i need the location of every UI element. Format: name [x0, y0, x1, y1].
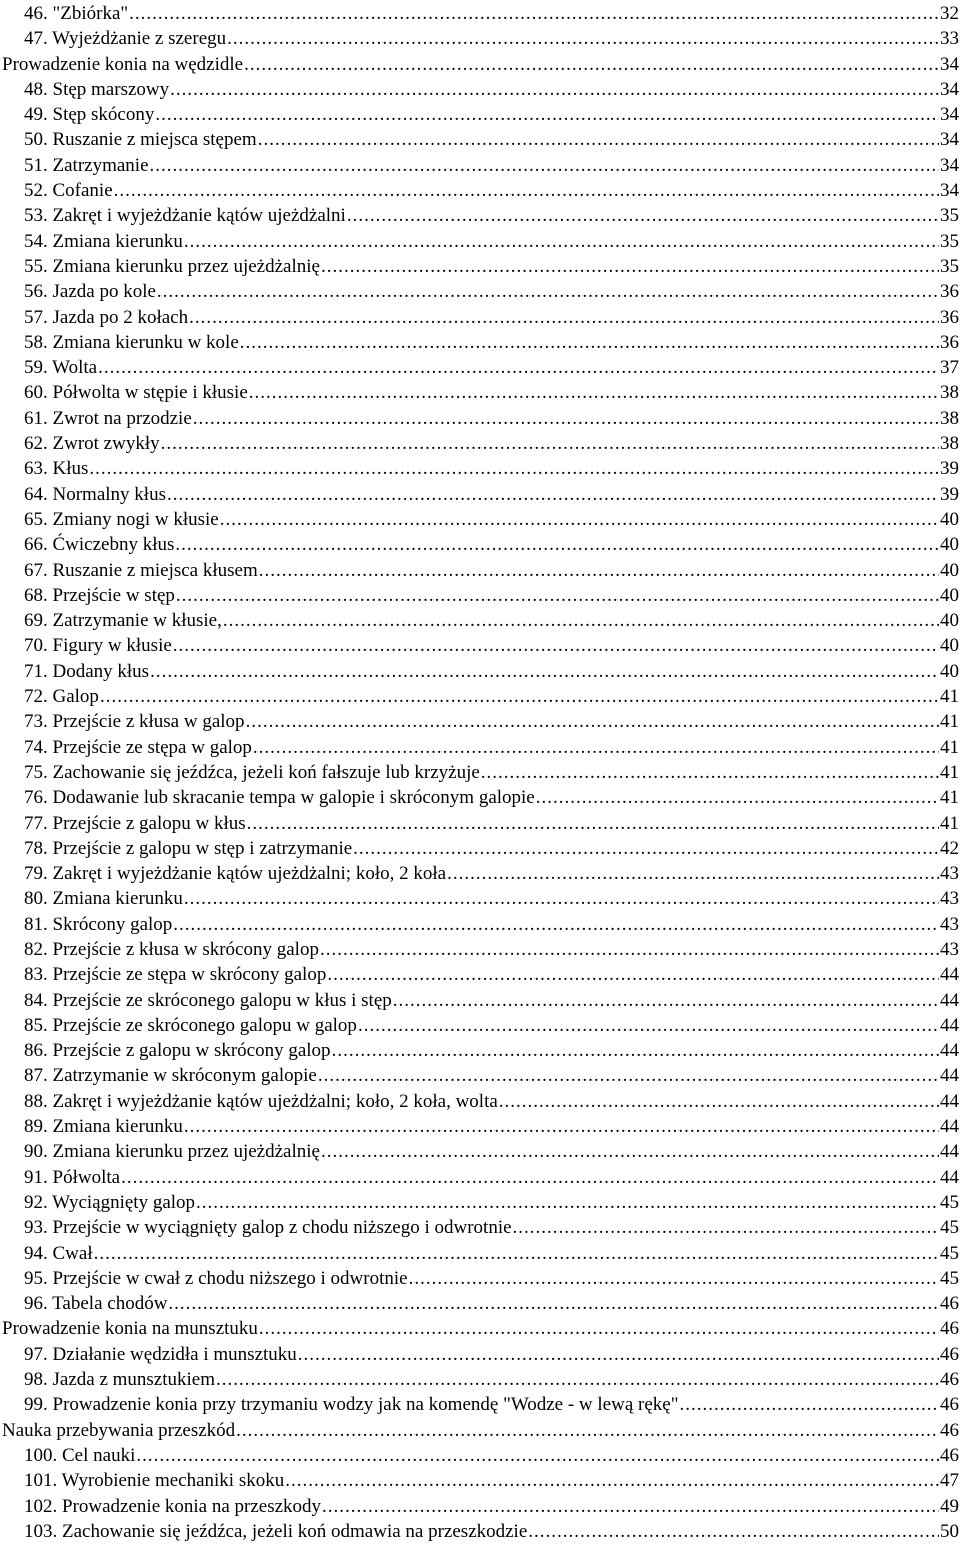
toc-entry-title: 89. Zmiana kierunku	[24, 1116, 183, 1138]
toc-entry[interactable]	[0, 1519, 960, 1544]
dot-leader	[259, 1316, 939, 1341]
toc-entry-title: 103. Zachowanie się jeźdźca, jeżeli koń odmawia na przeszkodzie	[24, 1520, 528, 1542]
toc-entry-title: 77. Przejście z galopu w kłus	[24, 812, 246, 834]
toc-entry[interactable]	[0, 1468, 960, 1493]
toc-entry-page-number: 41	[940, 812, 959, 834]
toc-entry-title: 96. Tabela chodów	[24, 1293, 168, 1315]
toc-entry-title: 58. Zmiana kierunku w kole	[24, 331, 239, 353]
toc-entry-page-number: 44	[940, 1166, 959, 1188]
toc-entry-title: Nauka przebywania przeszkód	[2, 1419, 236, 1441]
dot-leader	[253, 735, 939, 760]
dot-leader	[322, 1494, 939, 1519]
toc-entry-title: 91. Półwolta	[24, 1166, 121, 1188]
toc-entry-title: 100. Cel nauki	[24, 1444, 136, 1466]
toc-entry-page-number: 44	[940, 1014, 959, 1036]
toc-entry-page-number: 35	[940, 205, 959, 227]
toc-entry[interactable]	[0, 1367, 960, 1392]
dot-leader	[244, 52, 939, 77]
toc-entry-title: 101. Wyrobienie mechaniki skoku	[24, 1470, 285, 1492]
toc-entry[interactable]	[0, 583, 960, 608]
dot-leader	[150, 659, 939, 684]
toc-entry-title: 48. Stęp marszowy	[24, 78, 170, 100]
dot-leader	[320, 937, 939, 962]
toc-entry[interactable]	[0, 380, 960, 405]
toc-entry-title: 80. Zmiana kierunku	[24, 888, 183, 910]
dot-leader	[246, 709, 939, 734]
dot-leader	[161, 431, 939, 456]
toc-entry-page-number: 46	[940, 1293, 959, 1315]
toc-entry-page-number: 39	[940, 483, 959, 505]
toc-entry-title: 97. Działanie wędzidła i munsztuku	[24, 1343, 297, 1365]
dot-leader	[175, 532, 939, 557]
toc-entry[interactable]	[0, 456, 960, 481]
toc-entry[interactable]	[0, 153, 960, 178]
toc-entry-title: 85. Przejście ze skróconego galopu w galop	[24, 1014, 357, 1036]
toc-entry-title: 81. Skrócony galop	[24, 913, 173, 935]
toc-entry-page-number: 35	[940, 230, 959, 252]
toc-entry[interactable]	[0, 229, 960, 254]
toc-entry-title: 47. Wyjeżdżanie z szeregu	[24, 28, 227, 50]
dot-leader	[121, 1165, 939, 1190]
toc-entry-title: 64. Normalny kłus	[24, 483, 166, 505]
toc-entry-title: 79. Zakręt i wyjeżdżanie kątów ujeżdżalni; koło, 2 koła	[24, 863, 447, 885]
toc-entry-title: 66. Ćwiczebny kłus	[24, 534, 175, 556]
toc-entry[interactable]	[0, 811, 960, 836]
toc-entry-title: 65. Zmiany nogi w kłusie	[24, 508, 219, 530]
dot-leader	[513, 1215, 939, 1240]
toc-entry[interactable]	[0, 633, 960, 658]
toc-entry-title: 62. Zwrot zwykły	[24, 433, 160, 455]
toc-entry-page-number: 33	[940, 28, 959, 50]
toc-entry-title: 92. Wyciągnięty galop	[24, 1191, 196, 1213]
toc-entry-title: 63. Kłus	[24, 458, 89, 480]
toc-entry[interactable]	[0, 305, 960, 330]
toc-entry-title: 78. Przejście z galopu w stęp i zatrzymanie	[24, 837, 353, 859]
toc-entry-page-number: 40	[940, 610, 959, 632]
toc-entry-page-number: 42	[940, 837, 959, 859]
toc-entry-page-number: 44	[940, 1065, 959, 1087]
toc-entry-title: 73. Przejście z kłusa w galop	[24, 711, 245, 733]
toc-entry[interactable]	[0, 1215, 960, 1240]
toc-entry-page-number: 44	[940, 964, 959, 986]
toc-entry[interactable]	[0, 127, 960, 152]
toc-entry[interactable]	[0, 1190, 960, 1215]
toc-entry-page-number: 34	[940, 78, 959, 100]
dot-leader	[173, 633, 939, 658]
toc-entry[interactable]	[0, 709, 960, 734]
dot-leader	[409, 1266, 939, 1291]
toc-entry[interactable]	[0, 608, 960, 633]
toc-entry-page-number: 45	[940, 1267, 959, 1289]
toc-entry[interactable]	[0, 507, 960, 532]
dot-leader	[318, 1063, 939, 1088]
toc-entry[interactable]	[0, 26, 960, 51]
toc-section-entry[interactable]	[0, 52, 960, 77]
dot-leader	[100, 684, 939, 709]
toc-entry-page-number: 49	[940, 1495, 959, 1517]
dot-leader	[184, 886, 939, 911]
toc-entry-page-number: 47	[940, 1470, 959, 1492]
toc-entry-page-number: 34	[940, 53, 959, 75]
dot-leader	[129, 1, 939, 26]
toc-entry[interactable]	[0, 735, 960, 760]
toc-entry-title: 55. Zmiana kierunku przez ujeżdżalnię	[24, 255, 320, 277]
toc-entry[interactable]	[0, 1494, 960, 1519]
toc-entry-page-number: 41	[940, 761, 959, 783]
toc-entry-page-number: 34	[940, 129, 959, 151]
toc-entry-title: 98. Jazda z munsztukiem	[24, 1369, 216, 1391]
dot-leader	[321, 254, 939, 279]
dot-leader	[236, 1418, 939, 1443]
toc-entry[interactable]	[0, 1342, 960, 1367]
toc-entry[interactable]	[0, 406, 960, 431]
toc-entry-title: 88. Zakręt i wyjeżdżanie kątów ujeżdżalni; koło, 2 koła, wolta	[24, 1090, 498, 1112]
toc-entry-page-number: 46	[940, 1444, 959, 1466]
toc-entry-title: 61. Zwrot na przodzie	[24, 407, 192, 429]
toc-entry[interactable]	[0, 558, 960, 583]
toc-entry[interactable]	[0, 1063, 960, 1088]
toc-entry[interactable]	[0, 279, 960, 304]
dot-leader	[223, 608, 939, 633]
toc-entry-title: 95. Przejście w cwał z chodu niższego i odwrotnie	[24, 1267, 408, 1289]
dot-leader	[358, 1013, 939, 1038]
toc-entry-title: Prowadzenie konia na wędzidle	[2, 53, 244, 75]
toc-entry-title: 50. Ruszanie z miejsca stępem	[24, 129, 257, 151]
dot-leader	[170, 77, 939, 102]
toc-entry-title: 72. Galop	[24, 686, 99, 708]
toc-entry[interactable]	[0, 760, 960, 785]
dot-leader	[168, 1291, 939, 1316]
dot-leader	[193, 406, 939, 431]
dot-leader	[189, 305, 939, 330]
toc-entry-page-number: 36	[940, 306, 959, 328]
toc-entry[interactable]	[0, 1114, 960, 1139]
toc-entry-page-number: 44	[940, 1040, 959, 1062]
dot-leader	[259, 558, 939, 583]
toc-entry-page-number: 34	[940, 180, 959, 202]
dot-leader	[89, 456, 939, 481]
toc-entry-page-number: 43	[940, 938, 959, 960]
dot-leader	[114, 178, 939, 203]
toc-entry-page-number: 35	[940, 255, 959, 277]
toc-entry-page-number: 45	[940, 1191, 959, 1213]
toc-entry-title: 67. Ruszanie z miejsca kłusem	[24, 559, 258, 581]
toc-entry-page-number: 34	[940, 104, 959, 126]
toc-entry-page-number: 45	[940, 1217, 959, 1239]
dot-leader	[321, 1139, 939, 1164]
dot-leader	[347, 203, 939, 228]
toc-entry[interactable]	[0, 1392, 960, 1417]
toc-entry[interactable]	[0, 937, 960, 962]
toc-entry[interactable]	[0, 1139, 960, 1164]
toc-entry[interactable]	[0, 1038, 960, 1063]
toc-section-entry[interactable]	[0, 1418, 960, 1443]
toc-entry-page-number: 50	[940, 1520, 959, 1542]
toc-entry[interactable]	[0, 1, 960, 26]
toc-entry-page-number: 38	[940, 433, 959, 455]
toc-entry[interactable]	[0, 532, 960, 557]
toc-entry-title: 51. Zatrzymanie	[24, 154, 149, 176]
toc-entry[interactable]	[0, 988, 960, 1013]
toc-entry[interactable]	[0, 1266, 960, 1291]
dot-leader	[196, 1190, 939, 1215]
dot-leader	[327, 962, 939, 987]
toc-entry-page-number: 46	[940, 1343, 959, 1365]
toc-entry-title: 90. Zmiana kierunku przez ujeżdżalnię	[24, 1141, 320, 1163]
dot-leader	[94, 1241, 939, 1266]
toc-entry[interactable]	[0, 1165, 960, 1190]
toc-entry-title: 46. "Zbiórka"	[24, 3, 129, 24]
dot-leader	[155, 102, 939, 127]
toc-entry-page-number: 38	[940, 382, 959, 404]
toc-entry[interactable]	[0, 77, 960, 102]
toc-entry-page-number: 40	[940, 635, 959, 657]
dot-leader	[528, 1519, 939, 1544]
toc-entry-page-number: 46	[940, 1394, 959, 1416]
toc-entry[interactable]	[0, 886, 960, 911]
toc-entry[interactable]	[0, 1089, 960, 1114]
toc-entry[interactable]	[0, 684, 960, 709]
toc-entry[interactable]	[0, 1013, 960, 1038]
toc-entry-page-number: 38	[940, 407, 959, 429]
toc-entry-title: 49. Stęp skócony	[24, 104, 155, 126]
toc-entry-title: 74. Przejście ze stępa w galop	[24, 736, 252, 758]
toc-entry-title: 75. Zachowanie się jeźdźca, jeżeli koń fałszuje lub krzyżuje	[24, 761, 480, 783]
toc-entry[interactable]	[0, 102, 960, 127]
dot-leader	[184, 229, 939, 254]
dot-leader	[536, 785, 939, 810]
dot-leader	[353, 836, 939, 861]
toc-entry[interactable]	[0, 254, 960, 279]
toc-entry-title: 71. Dodany kłus	[24, 660, 150, 682]
toc-entry-page-number: 41	[940, 711, 959, 733]
toc-entry[interactable]	[0, 355, 960, 380]
toc-entry-page-number: 43	[940, 863, 959, 885]
toc-entry-page-number: 40	[940, 508, 959, 530]
dot-leader	[216, 1367, 939, 1392]
toc-entry-page-number: 40	[940, 559, 959, 581]
dot-leader	[247, 811, 939, 836]
toc-entry[interactable]	[0, 861, 960, 886]
toc-entry[interactable]	[0, 482, 960, 507]
toc-entry-page-number: 41	[940, 686, 959, 708]
dot-leader	[98, 355, 939, 380]
toc-entry-page-number: 34	[940, 154, 959, 176]
toc-entry-page-number: 43	[940, 913, 959, 935]
dot-leader	[167, 482, 939, 507]
dot-leader	[285, 1468, 939, 1493]
toc-entry[interactable]	[0, 203, 960, 228]
toc-entry-page-number: 39	[940, 458, 959, 480]
toc-entry-page-number: 46	[940, 1369, 959, 1391]
toc-entry[interactable]	[0, 1241, 960, 1266]
dot-leader	[220, 507, 939, 532]
toc-entry-title: 59. Wolta	[24, 357, 98, 379]
toc-entry[interactable]	[0, 836, 960, 861]
toc-entry-title: 86. Przejście z galopu w skrócony galop	[24, 1040, 331, 1062]
toc-entry[interactable]	[0, 962, 960, 987]
toc-entry-page-number: 36	[940, 331, 959, 353]
toc-entry-title: 69. Zatrzymanie w kłusie,	[24, 610, 222, 632]
toc-entry-title: 68. Przejście w stęp	[24, 584, 175, 606]
toc-entry-page-number: 32	[940, 3, 959, 24]
toc-entry-title: 76. Dodawanie lub skracanie tempa w galopie i skróconym galopie	[24, 787, 535, 809]
dot-leader	[393, 988, 939, 1013]
toc-entry-title: 54. Zmiana kierunku	[24, 230, 183, 252]
toc-entry-title: 84. Przejście ze skróconego galopu w kłus i stęp	[24, 989, 392, 1011]
toc-entry[interactable]	[0, 178, 960, 203]
toc-entry-title: 99. Prowadzenie konia przy trzymaniu wodzy jak na komendę "Wodze - w lewą rękę"	[24, 1394, 679, 1416]
toc-entry-title: 83. Przejście ze stępa w skrócony galop	[24, 964, 327, 986]
dot-leader	[176, 583, 939, 608]
dot-leader	[157, 279, 939, 304]
toc-entry[interactable]	[0, 785, 960, 810]
toc-entry-title: 94. Cwał	[24, 1242, 93, 1264]
dot-leader	[150, 153, 939, 178]
toc-entry-page-number: 41	[940, 787, 959, 809]
toc-entry-page-number: 46	[940, 1419, 959, 1441]
toc-entry-page-number: 41	[940, 736, 959, 758]
dot-leader	[184, 1114, 939, 1139]
toc-entry-page-number: 46	[940, 1318, 959, 1340]
toc-entry-page-number: 44	[940, 989, 959, 1011]
toc-entry[interactable]	[0, 1291, 960, 1316]
dot-leader	[679, 1392, 939, 1417]
toc-entry-title: 87. Zatrzymanie w skróconym galopie	[24, 1065, 317, 1087]
toc-entry-page-number: 44	[940, 1141, 959, 1163]
toc-entry-page-number: 45	[940, 1242, 959, 1264]
toc-entry-title: 56. Jazda po kole	[24, 281, 156, 303]
dot-leader	[240, 330, 939, 355]
toc-entry-page-number: 44	[940, 1116, 959, 1138]
toc-entry-page-number: 40	[940, 584, 959, 606]
dot-leader	[481, 760, 939, 785]
dot-leader	[499, 1089, 939, 1114]
toc-entry-page-number: 40	[940, 660, 959, 682]
toc-entry-title: 102. Prowadzenie konia na przeszkody	[24, 1495, 322, 1517]
toc-entry[interactable]	[0, 431, 960, 456]
toc-entry-page-number: 36	[940, 281, 959, 303]
toc-entry-page-number: 44	[940, 1090, 959, 1112]
dot-leader	[332, 1038, 939, 1063]
toc-entry-title: 93. Przejście w wyciągnięty galop z chodu niższego i odwrotnie	[24, 1217, 512, 1239]
toc-section-entry[interactable]	[0, 1316, 960, 1341]
toc-entry-page-number: 37	[940, 357, 959, 379]
dot-leader	[298, 1342, 939, 1367]
dot-leader	[227, 26, 939, 51]
toc-entry-page-number: 40	[940, 534, 959, 556]
toc-entry-page-number: 43	[940, 888, 959, 910]
dot-leader	[447, 861, 939, 886]
toc-entry-title: 60. Półwolta w stępie i kłusie	[24, 382, 248, 404]
dot-leader	[258, 127, 939, 152]
toc-entry-title: 53. Zakręt i wyjeżdżanie kątów ujeżdżalni	[24, 205, 346, 227]
toc-entry[interactable]	[0, 659, 960, 684]
toc-entry[interactable]	[0, 330, 960, 355]
toc-entry-title: 82. Przejście z kłusa w skrócony galop	[24, 938, 319, 960]
toc-entry[interactable]	[0, 1443, 960, 1468]
toc-entry[interactable]	[0, 912, 960, 937]
toc-entry-title: 70. Figury w kłusie	[24, 635, 172, 657]
toc-entry-title: Prowadzenie konia na munsztuku	[2, 1318, 258, 1340]
dot-leader	[136, 1443, 939, 1468]
toc-entry-title: 52. Cofanie	[24, 180, 113, 202]
dot-leader	[173, 912, 939, 937]
dot-leader	[249, 380, 939, 405]
toc-entry-title: 57. Jazda po 2 kołach	[24, 306, 189, 328]
